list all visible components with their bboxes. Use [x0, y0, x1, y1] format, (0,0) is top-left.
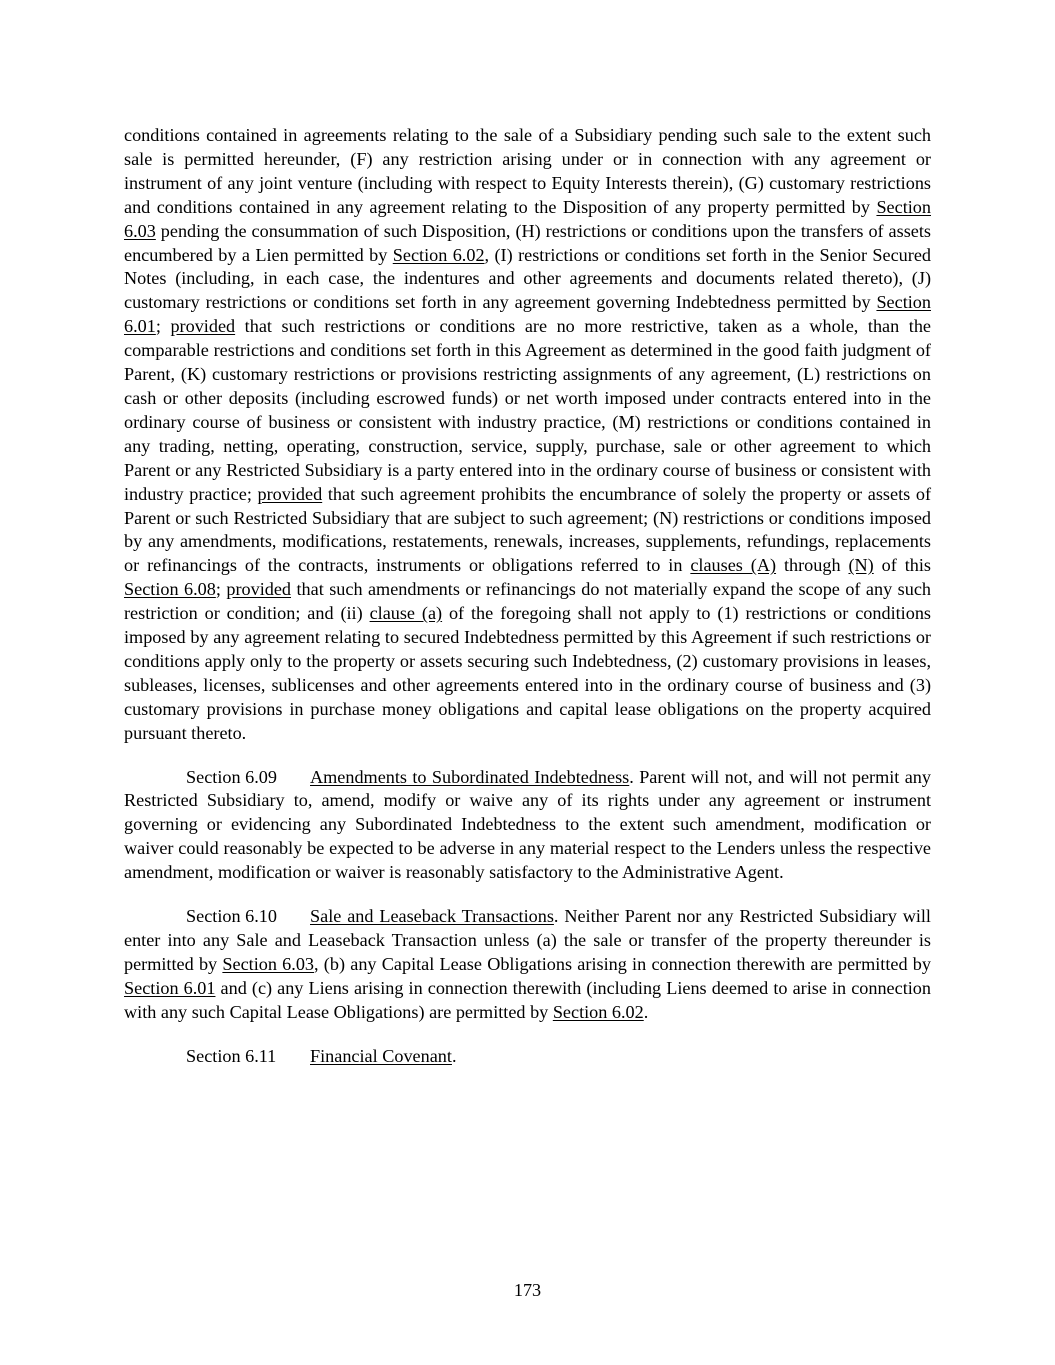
section-heading: Amendments to Subordinated Indebtedness: [310, 766, 630, 787]
text-run: , (b) any Capital Lease Obligations arising in connection therewith are permitted by: [314, 953, 931, 974]
text-run: ;: [155, 316, 171, 337]
text-run: that such agreement prohibits the encumbrance of solely the property or assets of Parent or such Restricted Subsidiary that are subject to such agreement; (N) restrictions or conditions imposed by any amendments, modifications, restatements, renewals, increases, supplements, refundings, replacements or refinancings of the contracts, instruments or obligations referred to in: [124, 483, 931, 576]
section-heading: Sale and Leaseback Transactions: [310, 906, 554, 927]
text-run: conditions contained in agreements relating to the sale of a Subsidiary pending such sale to the extent such sale is permitted hereunder, (F) any restriction arising under or in connection with any agreement or instrument of any joint venture (including with respect to Equity Interests therein), (G) customary restrictions and conditions contained in any agreement relating to the Disposition of any property permitted by: [124, 125, 931, 217]
text-run: of the foregoing shall not apply to (1) restrictions or conditions imposed by any agreement relating to secured Indebtedness permitted by this Agreement if such restrictions or conditions apply only to the property or assets securing such Indebtedness, (2) customary provisions in leases, subleases, licenses, sublicenses and other agreements entered into in the ordinary course of business and (3) customary provisions in purchase money obligations and capital lease obligations on the property acquired pursuant thereto.: [124, 603, 931, 743]
section-reference[interactable]: Section 6.03: [124, 196, 931, 241]
text-run: .: [643, 1001, 649, 1022]
text-run: .: [451, 1045, 457, 1066]
paragraph-gap: [124, 746, 931, 766]
section-reference[interactable]: Section 6.08: [124, 579, 216, 600]
text-run: .: [629, 766, 634, 787]
section-reference[interactable]: Section 6.01: [124, 977, 216, 998]
section-reference[interactable]: Section 6.03: [222, 953, 315, 974]
text-run: Neither Parent nor any Restricted Subsidiary will enter into any Sale and Leaseback Transaction unless (a) the sale or transfer of the property thereunder is permitted by: [124, 906, 931, 974]
document-body: [124, 124, 931, 1069]
text-run: , (I) restrictions or conditions set forth in the Senior Secured Notes (including, in each case, the indentures and other agreements and documents related thereto), (J) customary restrictions or conditions set forth in any agreement governing Indebtedness permitted by: [124, 244, 931, 313]
provided-term: provided: [226, 579, 292, 600]
text-run: of this: [873, 555, 931, 576]
section-number: Section 6.10: [186, 906, 277, 927]
section-number: Section 6.11: [186, 1045, 277, 1066]
section-6-11: [124, 1045, 931, 1069]
provided-term: provided: [257, 483, 323, 504]
section-reference[interactable]: Section 6.02: [552, 1001, 644, 1022]
paragraph-gap: [124, 885, 931, 905]
section-6-10: [124, 905, 931, 1025]
section-6-09: [124, 766, 931, 886]
text-run: and (c) any Liens arising in connection therewith (including Liens deemed to arise in connection with any such Capital Lease Obligations) are permitted by: [124, 977, 931, 1022]
text-run: through: [776, 555, 849, 576]
clause-reference[interactable]: clause (a): [369, 603, 443, 624]
section-reference[interactable]: Section 6.02: [392, 244, 485, 265]
section-reference[interactable]: Section 6.01: [124, 292, 931, 337]
text-run: ;: [215, 579, 227, 600]
section-heading: Financial Covenant: [310, 1045, 452, 1066]
clause-reference[interactable]: (N): [848, 555, 874, 576]
paragraph-continuation: [124, 124, 931, 746]
text-run: that such amendments or refinancings do not materially expand the scope of any such restriction or condition; and (ii): [124, 579, 931, 624]
provided-term: provided: [170, 316, 236, 337]
section-number: Section 6.09: [186, 766, 277, 787]
page-number: 173: [513, 1280, 542, 1300]
text-run: that such restrictions or conditions are no more restrictive, taken as a whole, than the comparable restrictions and conditions set forth in this Agreement as determined in the good faith judgment of Parent, (K) customary restrictions or provisions restricting assignments of any agreement, (L) restrictions on cash or other deposits (including escrowed funds) or net worth imposed under contracts entered into in the ordinary course of business or consistent with industry practice, (M) restrictions or conditions contained in any trading, netting, operating, construction, service, supply, purchase, sale or other agreement to which Parent or any Restricted Subsidiary is a party entered into in the ordinary course of business or consistent with industry practice;: [124, 316, 931, 504]
text-run: .: [553, 906, 559, 927]
text-run: pending the consummation of such Disposition, (H) restrictions or conditions upon the transfers of assets encumbered by a Lien permitted by: [124, 220, 931, 265]
paragraph-gap: [124, 1025, 931, 1045]
clause-reference[interactable]: clauses (A): [690, 555, 777, 576]
section-body: Parent will not, and will not permit any Restricted Subsidiary to, amend, modify or waive any of its rights under any agreement or instrument governing or evidencing any Subordinated Indebtedness to the extent such amendment, modification or waiver could reasonably be expected to be adverse in any material respect to the Lenders unless the respective amendment, modification or waiver is reasonably satisfactory to the Administrative Agent.: [124, 766, 931, 883]
